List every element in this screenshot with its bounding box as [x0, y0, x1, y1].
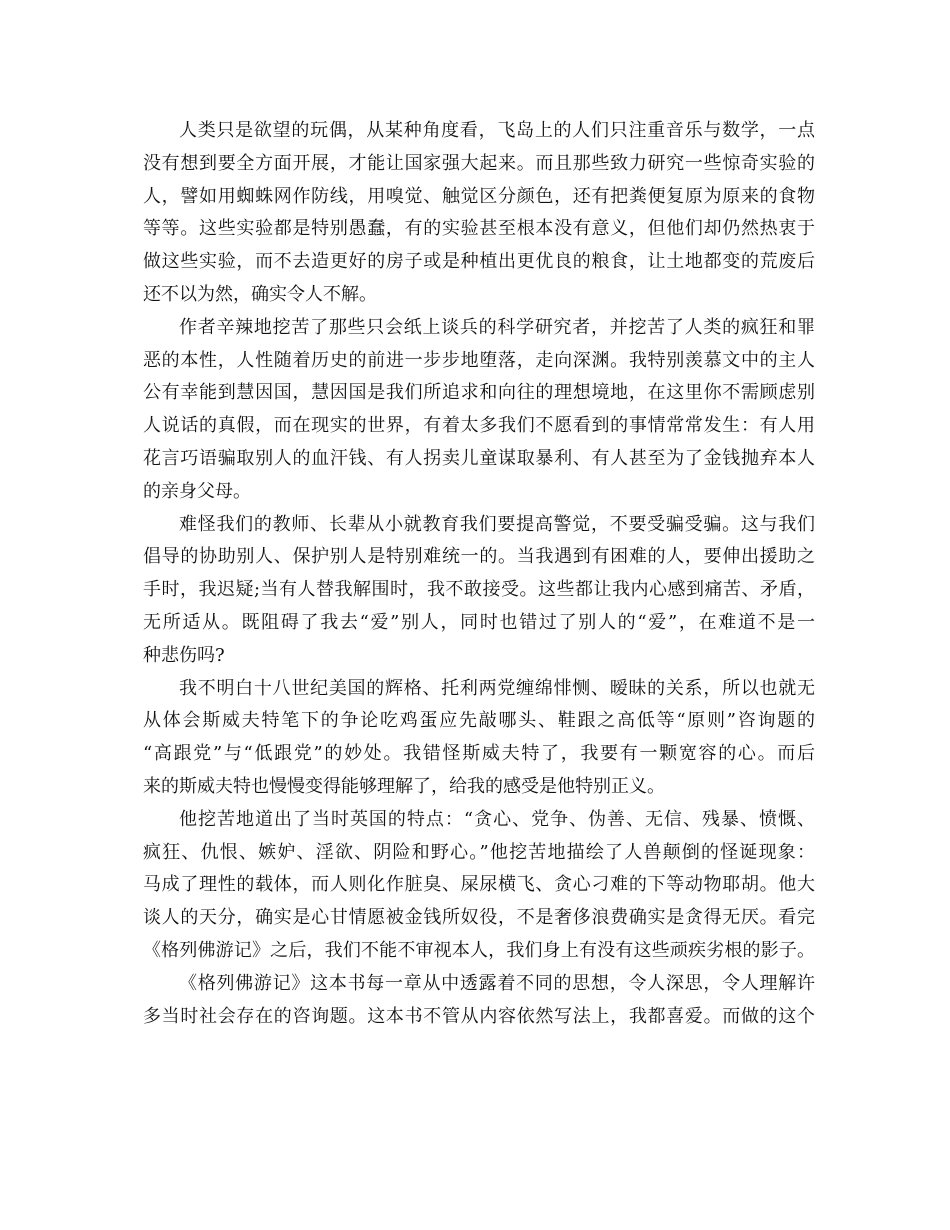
text-line: 《格列佛游记》之后，我们不能不审视本人，我们身上有没有这些顽疾劣根的影子。	[143, 939, 815, 961]
text-line: 种悲伤吗?	[143, 644, 225, 666]
text-line: 来的斯威夫特也慢慢变得能够理解了，给我的感受是他特别正义。	[143, 775, 665, 797]
paragraph	[143, 968, 815, 1034]
text-line: 他挖苦地道出了当时英国的特点：“贪心、党争、伪善、无信、残暴、愤慨、	[179, 808, 815, 830]
text-line: “高跟党”与“低跟党”的妙处。我错怪斯威夫特了，我要有一颗宽容的心。而后	[143, 743, 815, 765]
paragraph	[143, 673, 815, 804]
text-line: 人，譬如用蜘蛛网作防线，用嗅觉、触觉区分颜色，还有把粪便复原为原来的食物	[143, 185, 815, 207]
text-line: 手时，我迟疑;当有人替我解围时，我不敢接受。这些都让我内心感到痛苦、矛盾，	[143, 579, 815, 601]
text-line: 没有想到要全方面开展，才能让国家强大起来。而且那些致力研究一些惊奇实验的	[143, 152, 815, 174]
text-line: 疯狂、仇恨、嫉妒、淫欲、阴险和野心。”他挖苦地描绘了人兽颠倒的怪诞现象：	[143, 841, 815, 863]
text-line: 等等。这些实验都是特别愚蠢，有的实验甚至根本没有意义，但他们却仍然热衷于	[143, 218, 815, 240]
text-line: 的亲身父母。	[143, 480, 251, 502]
text-line: 《格列佛游记》这本书每一章从中透露着不同的思想，令人深思，令人理解许	[179, 972, 815, 994]
text-line: 马成了理性的载体，而人则化作脏臭、屎尿横飞、贪心刁难的下等动物耶胡。他大	[143, 874, 815, 896]
paragraph	[143, 804, 815, 968]
text-line: 多当时社会存在的咨询题。这本书不管从内容依然写法上，我都喜爱。而做的这个	[143, 1005, 815, 1027]
text-line: 还不以为然，确实令人不解。	[143, 283, 377, 305]
text-line: 人说话的真假，而在现实的世界，有着太多我们不愿看到的事情常常发生：有人用	[143, 415, 815, 437]
text-line: 无所适从。既阻碍了我去“爱”别人，同时也错过了别人的“爱”，在难道不是一	[143, 611, 815, 633]
text-line: 作者辛辣地挖苦了那些只会纸上谈兵的科学研究者，并挖苦了人类的疯狂和罪	[179, 316, 815, 338]
paragraph	[143, 115, 815, 312]
text-line: 人类只是欲望的玩偶，从某种角度看，飞岛上的人们只注重音乐与数学，一点	[179, 120, 815, 141]
document-body	[143, 115, 815, 1033]
paragraph	[143, 312, 815, 509]
text-line: 谈人的天分，确实是心甘情愿被金钱所奴役，不是奢侈浪费确实是贪得无厌。看完	[143, 907, 815, 929]
text-line: 恶的本性，人性随着历史的前进一步步地堕落，走向深渊。我特别羡慕文中的主人	[143, 349, 815, 371]
text-line: 难怪我们的教师、长辈从小就教育我们要提高警觉，不要受骗受骗。这与我们	[179, 513, 815, 535]
text-line: 倡导的协助别人、保护别人是特别难统一的。当我遇到有困难的人，要伸出援助之	[143, 546, 815, 568]
text-line: 花言巧语骗取别人的血汗钱、有人拐卖儿童谋取暴利、有人甚至为了金钱抛弃本人	[143, 447, 815, 469]
paragraph	[143, 509, 815, 673]
text-line: 从体会斯威夫特笔下的争论吃鸡蛋应先敲哪头、鞋跟之高低等“原则”咨询题的	[143, 710, 815, 732]
text-line: 做这些实验，而不去造更好的房子或是种植出更优良的粮食，让土地都变的荒废后	[143, 251, 815, 273]
text-line: 我不明白十八世纪美国的辉格、托利两党缠绵悱恻、暧昧的关系，所以也就无	[179, 677, 815, 699]
text-line: 公有幸能到慧因国，慧因国是我们所追求和向往的理想境地，在这里你不需顾虑别	[143, 382, 815, 404]
